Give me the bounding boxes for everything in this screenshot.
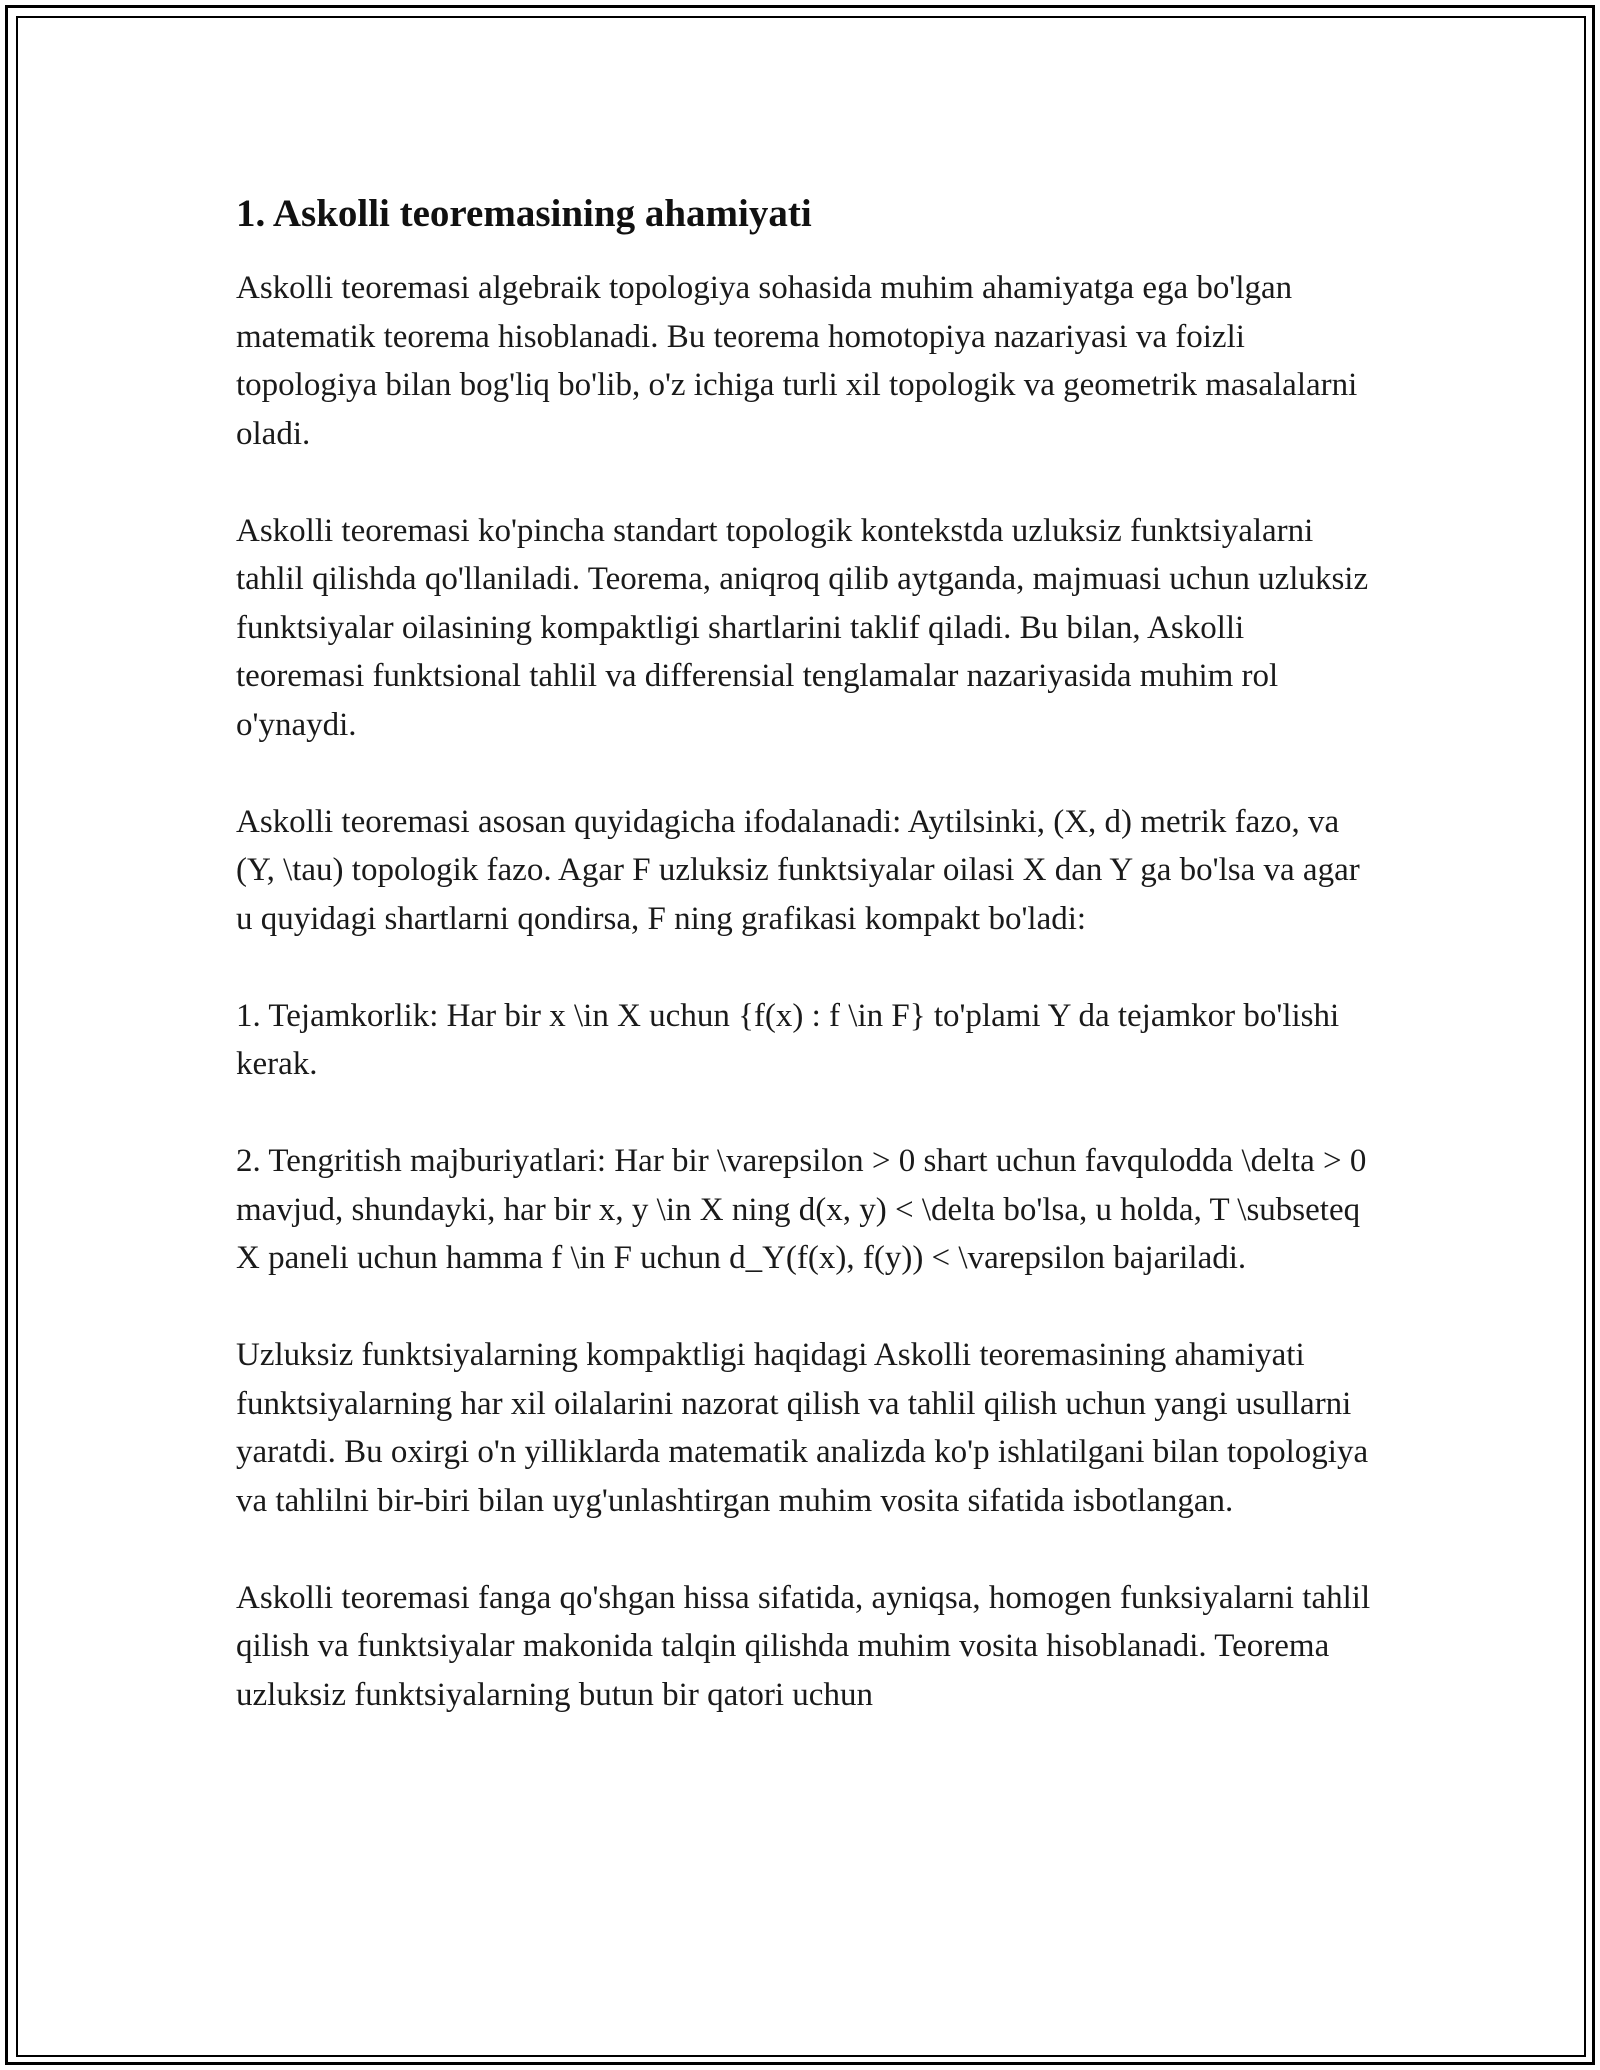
paragraph-condition-2: 2. Tengritish majburiyatlari: Har bir \varepsilon > 0 shart uchun favqulodda \delta > 0 mavjud, shundayki, har bir x, y \in X ning d(x, y) < \delta bo'lsa, u holda, T \subseteq X paneli uchun hamma f \in F uchun d_Y(f(x), f(y)) < \varepsilon bajariladi. xyxy=(236,1143,1367,1276)
paragraph-statement: Askolli teoremasi asosan quyidagicha ifodalanadi: Aytilsinki, (X, d) metrik fazo, va (Y, \tau) topologik fazo. Agar F uzluksiz funktsiyalar oilasi X dan Y ga bo'lsa va agar u quyidagi shartlarni qondirsa, F ning grafikasi kompakt bo'ladi: xyxy=(236,803,1360,937)
paragraph-significance: Uzluksiz funktsiyalarning kompaktligi haqidagi Askolli teoremasining ahamiyati funktsiyalarning har xil oilalarini nazorat qilish va tahlil qilish uchun yangi usullarni yaratdi. Bu oxirgi o'n yilliklarda matematik analizda ko'p ishlatilgani bilan topologiya va tahlilni bir-biri bilan uyg'unlashtirgan muhim vosita sifatida isbotlangan. xyxy=(236,1337,1369,1519)
paragraph-contribution: Askolli teoremasi fanga qo'shgan hissa sifatida, ayniqsa, homogen funksiyalarni tahlil qilish va funktsiyalar makonida talqin qilishda muhim vosita hisoblanadi. Teorema uzluksiz funktsiyalarning butun bir qatori uchun xyxy=(236,1579,1371,1713)
paragraph-intro: Askolli teoremasi algebraik topologiya sohasida muhim ahamiyatga ega bo'lgan matematik teorema hisoblanadi. Bu teorema homotopiya nazariyasi va foizli topologiya bilan bog'liq bo'lib, o'z ichiga turli xil topologik va geometrik masalalarni oladi. xyxy=(236,270,1358,452)
paragraph-application: Askolli teoremasi ko'pincha standart topologik kontekstda uzluksiz funktsiyalarni tahlil qilishda qo'llaniladi. Teorema, aniqroq qilib aytganda, majmuasi uchun uzluksiz funktsiyalar oilasining kompaktligi shartlarini taklif qiladi. Bu bilan, Askolli teoremasi funktsional tahlil va differensial tenglamalar nazariyasida muhim rol o'ynaydi. xyxy=(236,512,1369,743)
document-body xyxy=(236,188,1376,1768)
paragraph-condition-1: 1. Tejamkorlik: Har bir x \in X uchun {f(x) : f \in F} to'plami Y da tejamkor bo'lishi kerak. xyxy=(236,997,1340,1082)
section-heading: 1. Askolli teoremasining ahamiyati xyxy=(236,192,812,235)
